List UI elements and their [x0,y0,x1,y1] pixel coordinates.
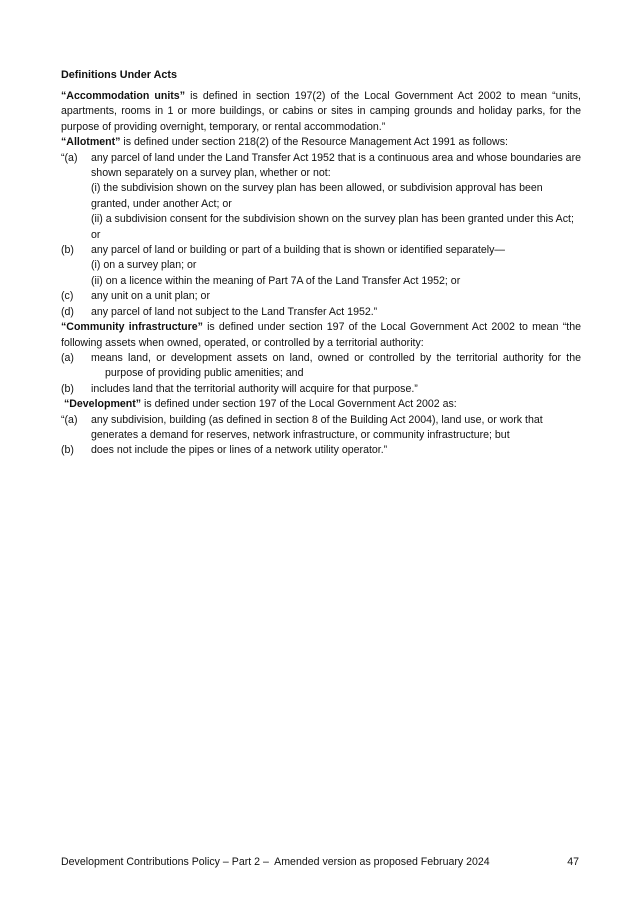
list-item [61,351,581,382]
item-text: includes land that the territorial authority will acquire for that purpose.” [91,382,418,395]
item-text: any parcel of land or building or part of a building that is shown or identified separately— [91,244,505,257]
definition-text: is defined under section 218(2) of the Resource Management Act 1991 as follows: [120,136,508,149]
list-item [61,289,581,304]
item-label: “(a) [61,151,78,164]
definition-text: is defined under section 197 of the Local Government Act 2002 as: [141,398,457,411]
definition-allotment [61,135,581,150]
term: “Allotment” [61,136,121,149]
page-number: 47 [567,856,579,868]
term: “Development” [61,398,142,411]
item-text: any unit on a unit plan; or [91,290,210,303]
definition-text: is defined in section 197(2) of the Local Government Act 2002 to mean “units, apartments, rooms in 1 or more buildings, or cabins or sites in camping grounds and holiday parks, for the purpose of providing overnight, temporary, or rental accommodation.” [61,90,581,133]
sub-item: (i) the subdivision shown on the survey plan has been allowed, or subdivision approval has been granted, under another Act; or [91,182,543,210]
definition-community-infrastructure [61,320,581,351]
item-label: (d) [61,305,74,318]
sub-item: (i) on a survey plan; or [91,259,197,272]
term: “Community infrastructure” [61,321,203,334]
list-item [61,443,581,458]
list-item [61,413,581,444]
item-text: any subdivision, building (as defined in section 8 of the Building Act 2004), land use, or work that generates a demand for reserves, network infrastructure, or community infrastructure; but [91,413,543,441]
item-text: means land, or development assets on land, owned or controlled by the territorial authority for the purpose of providing public amenities; and [91,351,581,380]
item-label: (a) [61,351,74,364]
item-text: any parcel of land under the Land Transfer Act 1952 that is a continuous area and whose boundaries are shown separately on a survey plan, whether or not: [91,151,581,180]
item-label: (b) [61,382,74,395]
term: “Accommodation units” [61,90,185,102]
definition-development [61,397,581,412]
item-label: (c) [61,290,74,303]
document-body [61,68,581,459]
list-item [61,382,581,397]
item-text: any parcel of land not subject to the Land Transfer Act 1952.” [91,305,378,318]
definition-accommodation-units [61,89,581,135]
sub-item: (ii) on a licence within the meaning of Part 7A of the Land Transfer Act 1952; or [91,274,461,287]
footer-title: Development Contributions Policy – Part 2 – Amended version as proposed February 2024 [61,856,490,868]
item-text: does not include the pipes or lines of a network utility operator.” [91,444,388,457]
item-label: “(a) [61,413,78,426]
list-item [61,151,581,243]
item-label: (b) [61,244,74,257]
list-item [61,305,581,320]
page-footer [61,856,579,868]
list-item [61,243,581,289]
section-heading: Definitions Under Acts [61,69,177,81]
item-label: (b) [61,444,74,457]
sub-item: (ii) a subdivision consent for the subdivision shown on the survey plan has been granted under this Act; or [91,213,574,241]
definition-text: is defined under section 197 of the Local Government Act 2002 to mean “the following assets when owned, operated, or controlled by a territorial authority: [61,321,581,349]
